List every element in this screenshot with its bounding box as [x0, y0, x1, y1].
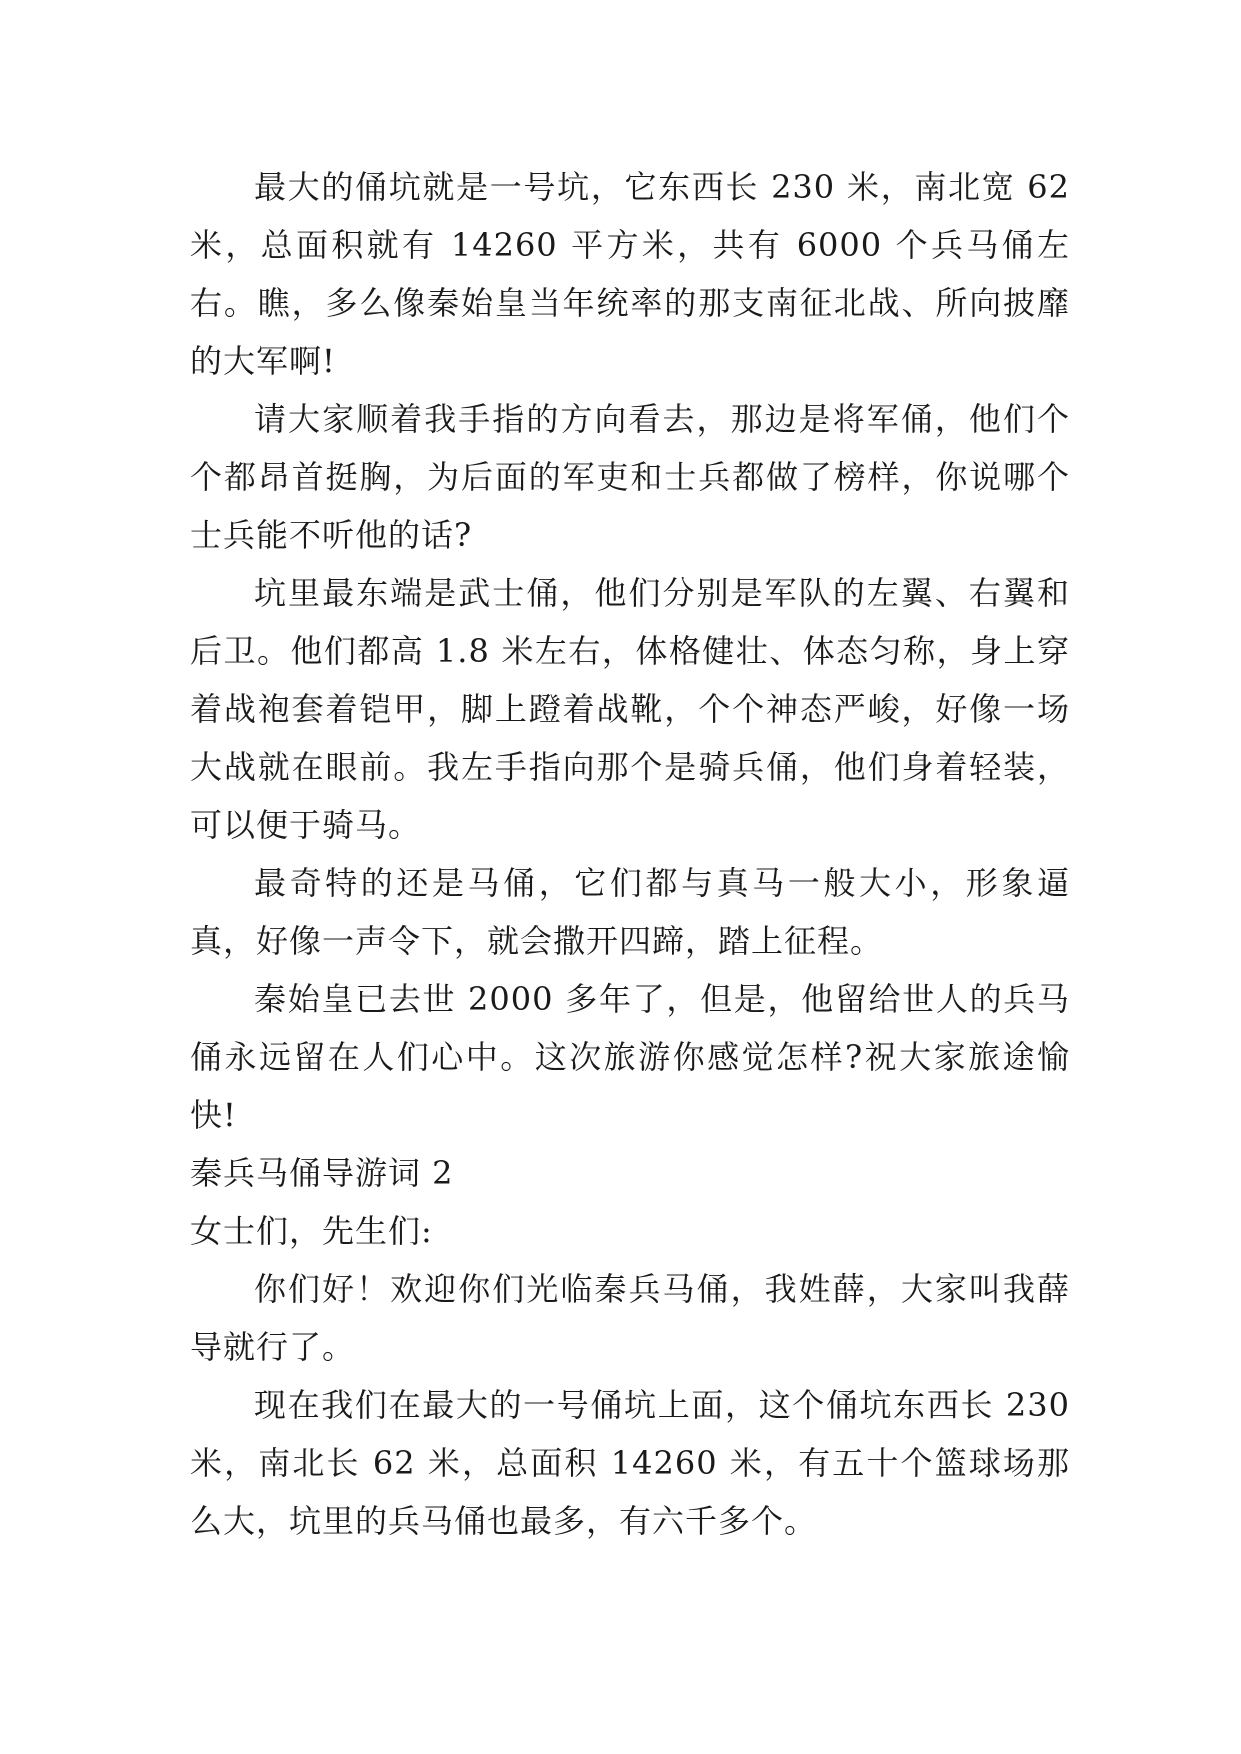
salutation: 女士们，先生们: [190, 1212, 433, 1250]
paragraph-pit-one: 最大的俑坑就是一号坑，它东西长 230 米，南北宽 62 米，总面积就有 14260 平方米，共有 6000 个兵马俑左右。瞧，多么像秦始皇当年统率的那支南征北战、所向披靡的大军啊! [190, 168, 1070, 380]
paragraph-horse-figures: 最奇特的还是马俑，它们都与真马一般大小，形象逼真，好像一声令下，就会撒开四蹄，踏上征程。 [190, 864, 1070, 960]
paragraph-general-figures: 请大家顺着我手指的方向看去，那边是将军俑，他们个个都昂首挺胸，为后面的军吏和士兵都做了榜样，你说哪个士兵能不听他的话? [190, 400, 1070, 554]
document-body [190, 158, 1070, 1550]
paragraph-closing: 秦始皇已去世 2000 多年了，但是，他留给世人的兵马俑永远留在人们心中。这次旅游你感觉怎样?祝大家旅途愉快! [190, 980, 1070, 1134]
paragraph-greeting: 你们好！欢迎你们光临秦兵马俑，我姓薛，大家叫我薛导就行了。 [190, 1270, 1070, 1366]
paragraph-pit-description: 现在我们在最大的一号俑坑上面，这个俑坑东西长 230 米，南北长 62 米，总面积 14260 米，有五十个篮球场那么大，坑里的兵马俑也最多，有六千多个。 [190, 1386, 1070, 1540]
paragraph-warrior-figures: 坑里最东端是武士俑，他们分别是军队的左翼、右翼和后卫。他们都高 1.8 米左右，体格健壮、体态匀称，身上穿着战袍套着铠甲，脚上蹬着战靴，个个神态严峻，好像一场大战就在眼前。我左手指向那个是骑兵俑，他们身着轻装，可以便于骑马。 [190, 574, 1070, 844]
section-heading: 秦兵马俑导游词 2 [190, 1154, 454, 1192]
